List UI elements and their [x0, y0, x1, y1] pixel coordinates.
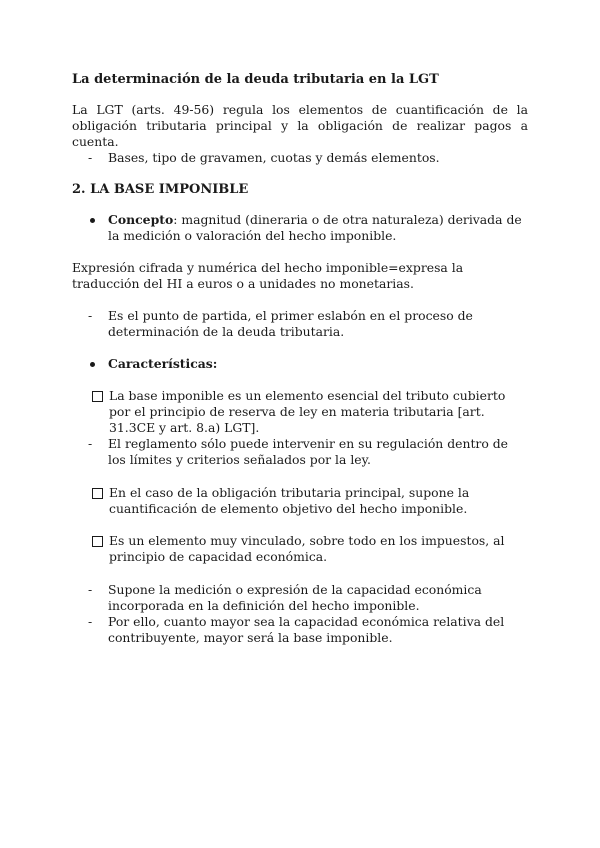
section-heading: 2. LA BASE IMPONIBLE — [72, 182, 249, 197]
dash-item-text: Es el punto de partida, el primer eslabón en el proceso de determinación de la deuda tributaria. — [108, 308, 473, 339]
checkbox-icon — [92, 536, 103, 547]
caracteristicas-wrap — [108, 356, 528, 372]
dash-marker: - — [88, 614, 93, 629]
concepto-text-wrap — [108, 212, 528, 244]
dash-marker: - — [88, 308, 93, 323]
concepto-label: Concepto — [108, 212, 174, 227]
checkbox-icon — [92, 391, 103, 402]
dash-marker: - — [88, 150, 93, 165]
dash-item-text: El reglamento sólo puede intervenir en su regulación dentro de los límites y criterios señalados por la ley. — [108, 436, 509, 467]
checkbox-icon — [92, 488, 103, 499]
intro-paragraph: La LGT (arts. 49-56) regula los elementos de cuantificación de la obligación tributaria principal y la obligación de realizar pagos a cuenta. — [72, 102, 528, 149]
dash-item-text: Supone la medición o expresión de la capacidad económica incorporada en la definición del hecho imponible. — [108, 582, 482, 613]
caracteristicas-label: Características — [108, 356, 213, 371]
caracteristicas-colon: : — [212, 356, 218, 371]
concepto-text: : magnitud (dineraria o de otra naturaleza) derivada de la medición o valoración del hecho imponible. — [108, 212, 522, 243]
dash-marker: - — [88, 436, 93, 451]
expresion-paragraph: Expresión cifrada y numérica del hecho imponible=expresa la traducción del HI a euros o a unidades no monetarias. — [72, 260, 464, 291]
dash-marker: - — [88, 582, 93, 597]
document-title: La determinación de la deuda tributaria en la LGT — [72, 72, 439, 87]
bullet-dot — [90, 362, 95, 367]
dash-item-text: Bases, tipo de gravamen, cuotas y demás elementos. — [108, 150, 440, 165]
checkbox-item-text: La base imponible es un elemento esencial del tributo cubierto por el principio de reserva de ley en materia tributaria [art. 31.3CE y art. 8.a) LGT]. — [109, 388, 506, 435]
bullet-dot — [90, 218, 95, 223]
dash-item-text: Por ello, cuanto mayor sea la capacidad económica relativa del contribuyente, mayor será la base imponible. — [108, 614, 505, 645]
checkbox-item-text: Es un elemento muy vinculado, sobre todo en los impuestos, al principio de capacidad económica. — [109, 533, 505, 564]
checkbox-item-text: En el caso de la obligación tributaria principal, supone la cuantificación de elemento objetivo del hecho imponible. — [109, 485, 470, 516]
